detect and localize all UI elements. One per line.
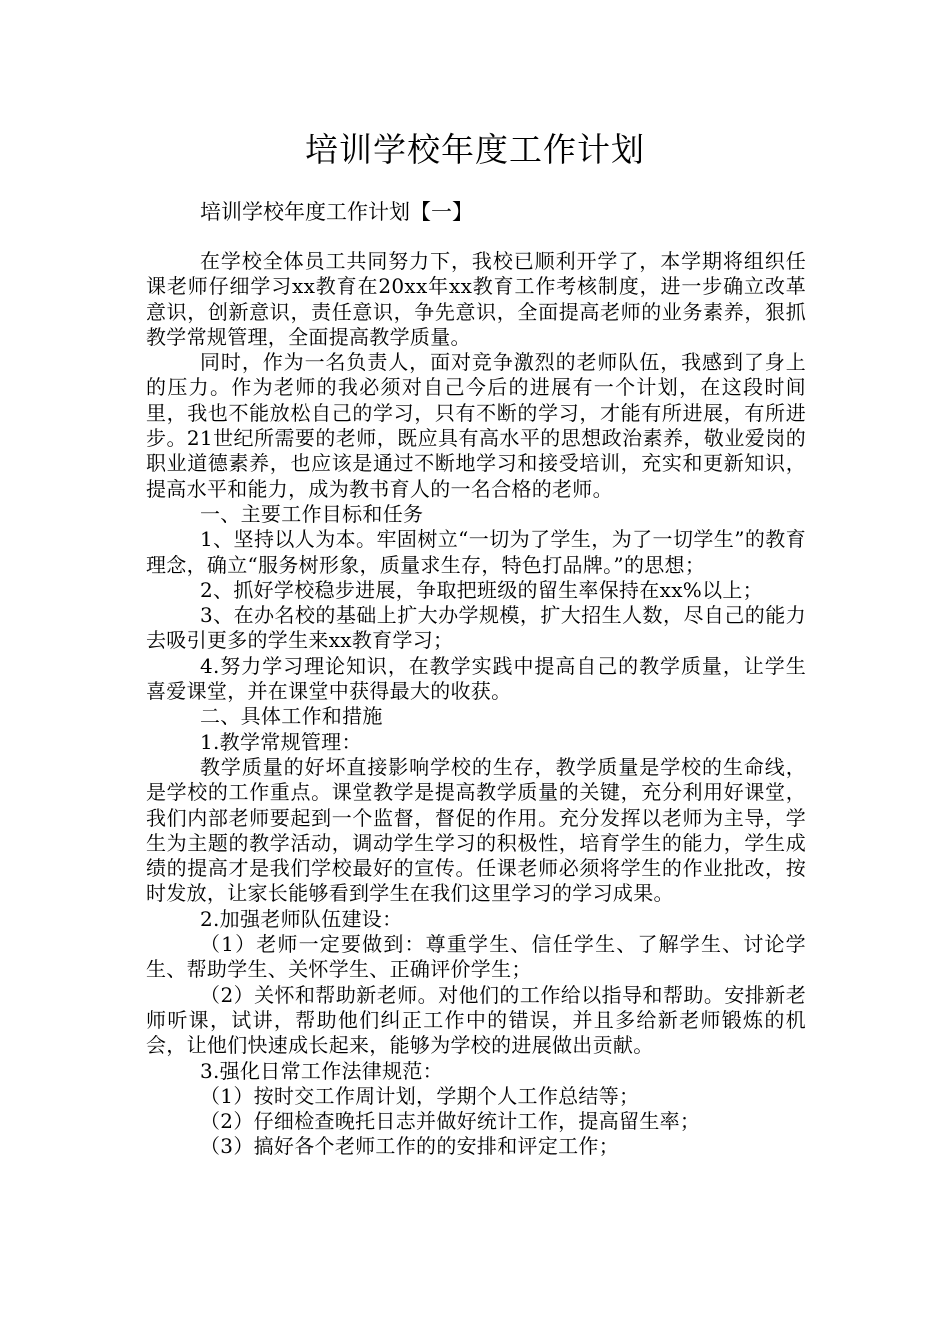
document-body — [146, 249, 806, 1160]
subsection-heading: 1.教学常规管理： — [200, 729, 362, 754]
section-heading: 二、具体工作和措施 — [200, 704, 383, 729]
subsection-heading: 3.强化日常工作法律规范： — [200, 1058, 443, 1083]
list-item: （2）关怀和帮助新老师。对他们的工作给以指导和帮助。安排新老师听课，试讲，帮助他们纠正工作中的错误，并且多给新老师锻炼的机会，让他们快速成长起来，能够为学校的进展做出贡献。 — [146, 982, 806, 1058]
list-item: 4.努力学习理论知识，在教学实践中提高自己的教学质量，让学生喜爱课堂，并在课堂中获得最大的收获。 — [146, 653, 806, 704]
list-item: （3）搞好各个老师工作的的安排和评定工作； — [200, 1134, 620, 1159]
list-item: 1、坚持以人为本。牢固树立“一切为了学生，为了一切学生”的教育理念，确立“服务树形象，质量求生存，特色打品牌。”的思想； — [146, 527, 806, 577]
list-item: 2、抓好学校稳步进展，争取把班级的留生率保持在xx%以上； — [200, 577, 763, 602]
list-item: 3、在办名校的基础上扩大办学规模，扩大招生人数，尽自己的能力去吸引更多的学生来xx教育学习； — [146, 603, 806, 653]
paragraph: 同时，作为一名负责人，面对竞争激烈的老师队伍，我感到了身上的压力。作为老师的我必须对自己今后的进展有一个计划，在这段时间里，我也不能放松自己的学习，只有不断的学习，才能有所进展，有所进步。21世纪所需要的老师，既应具有高水平的思想政治素养，敬业爱岗的职业道德素养，也应该是通过不断地学习和接受培训，充实和更新知识，提高水平和能力，成为教书育人的一名合格的老师。 — [146, 350, 806, 501]
subsection-heading: 2.加强老师队伍建设： — [200, 906, 403, 931]
list-item: （2）仔细检查晚托日志并做好统计工作，提高留生率； — [200, 1109, 701, 1134]
paragraph: 在学校全体员工共同努力下，我校已顺利开学了，本学期将组织任课老师仔细学习xx教育在20xx年xx教育工作考核制度，进一步确立改革意识，创新意识，责任意识，争先意识，全面提高老师的业务素养，狠抓教学常规管理，全面提高教学质量。 — [146, 249, 806, 349]
document-title: 培训学校年度工作计划 — [305, 130, 645, 169]
list-item: （1）老师一定要做到：尊重学生、信任学生、了解学生、讨论学生、帮助学生、关怀学生、正确评价学生； — [146, 932, 806, 982]
document-subtitle: 培训学校年度工作计划【一】 — [200, 200, 473, 224]
paragraph: 教学质量的好坏直接影响学校的生存，教学质量是学校的生命线，是学校的工作重点。课堂教学是提高教学质量的关键，充分利用好课堂，我们内部老师要起到一个监督，督促的作用。充分发挥以老师为主导，学生为主题的教学活动，调动学生学习的积极性，培育学生的能力，学生成绩的提高才是我们学校最好的宣传。任课老师必须将学生的作业批改，按时发放，让家长能够看到学生在我们这里学习的学习成果。 — [146, 754, 806, 906]
list-item: （1）按时交工作周计划，学期个人工作总结等； — [200, 1083, 640, 1108]
section-heading: 一、主要工作目标和任务 — [200, 501, 424, 526]
